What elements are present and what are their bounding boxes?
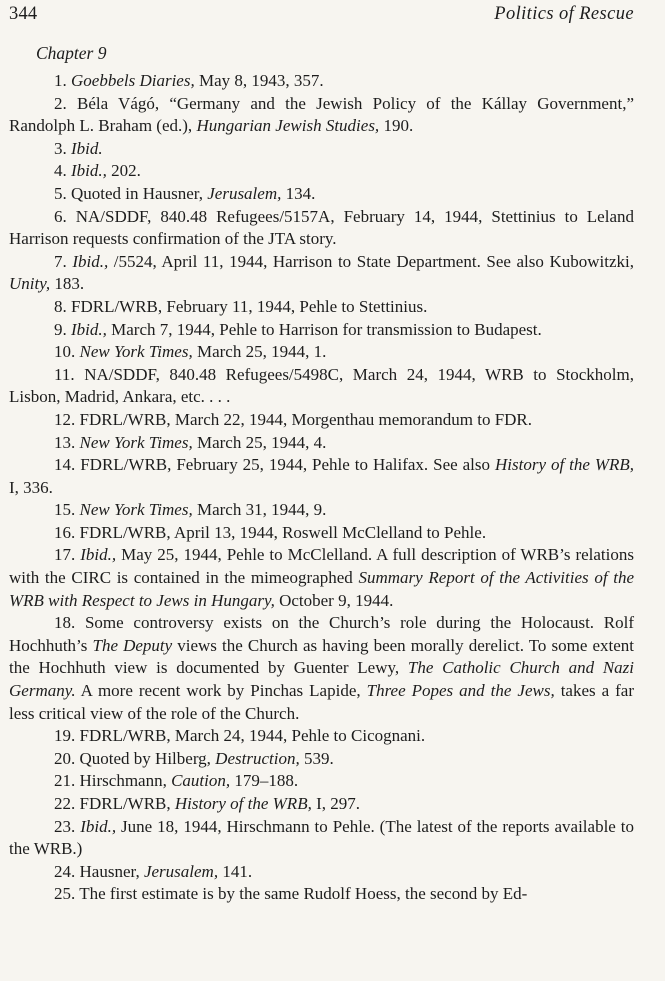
endnote-number: 12. <box>54 409 76 429</box>
endnote-number: 13. <box>54 432 76 452</box>
endnote-italic-text: Ibid., <box>80 545 117 565</box>
endnote-text: I, 297. <box>311 794 360 813</box>
endnote <box>9 454 634 499</box>
endnote-text: 202. <box>106 161 141 181</box>
endnote-number: 17. <box>54 545 76 565</box>
endnote-italic-text: Ibid., <box>71 319 107 339</box>
endnote <box>9 725 634 748</box>
endnote-text: Béla Vágó, “Germany and the Jewish Policy of the Kállay Government,” Randolph L. Braham (ed.), <box>9 93 634 136</box>
endnote <box>9 861 634 884</box>
endnote <box>9 612 634 725</box>
endnote-text: FDRL/WRB, March 22, 1944, Morgenthau memorandum to FDR. <box>79 409 533 429</box>
endnote <box>9 160 634 183</box>
endnote-text: FDRL/WRB, February 11, 1944, Pehle to Stettinius. <box>71 296 428 316</box>
endnote-number: 8. <box>54 296 67 316</box>
endnote-text: March 7, 1944, Pehle to Harrison for transmission to Budapest. <box>106 319 542 339</box>
endnote <box>9 183 634 206</box>
endnote-italic-text: Ibid., <box>72 251 109 271</box>
endnote-text: NA/SDDF, 840.48 Refugees/5498C, March 24, 1944, WRB to Stockholm, Lisbon, Madrid, Ankara, etc. . . . <box>9 364 635 407</box>
endnote-text: Hausner, <box>79 861 144 881</box>
endnote-number: 15. <box>54 500 76 520</box>
endnote <box>9 544 634 612</box>
endnote-text: March 25, 1944, 4. <box>192 432 327 452</box>
endnote-text: FDRL/WRB, April 13, 1944, Roswell McClelland to Pehle. <box>79 522 487 542</box>
endnote <box>9 409 634 432</box>
endnote-italic-text: Summary Report of the Activities of the WRB with Respect to Jews in Hungary, <box>9 568 634 610</box>
endnote <box>9 70 634 93</box>
endnote-italic-text: New York Times, <box>79 500 193 520</box>
endnote-number: 10. <box>54 342 76 362</box>
chapter-heading: Chapter 9 <box>36 43 107 63</box>
endnote-italic-text: New York Times, <box>79 342 193 362</box>
endnote-text: 539. <box>299 748 334 768</box>
endnote-italic-text: History of the WRB, <box>494 455 635 475</box>
endnote <box>9 432 634 455</box>
endnote-number: 3. <box>54 138 67 158</box>
endnote-number: 4. <box>54 161 67 181</box>
endnote <box>9 341 634 364</box>
endnote-text: Quoted by Hilberg, <box>79 748 216 768</box>
endnote-italic-text: History of the WRB, <box>174 794 312 813</box>
endnote-text: Hirschmann, <box>79 771 172 791</box>
endnote <box>9 770 634 793</box>
endnote-text: May 8, 1943, 357. <box>194 71 324 90</box>
endnote-text: June 18, 1944, Hirschmann to Pehle. (The latest of the reports available to the WRB.) <box>9 816 635 859</box>
endnote-text: May 25, 1944, Pehle to McClelland. A full description of WRB’s relations with the CIRC is contained in the mimeographed <box>9 545 634 588</box>
endnote-text: FDRL/WRB, <box>79 794 175 813</box>
endnote-italic-text: Three Popes and the Jews, <box>366 681 555 701</box>
endnote <box>9 93 634 138</box>
endnote <box>9 206 634 251</box>
endnote-text: FDRL/WRB, February 25, 1944, Pehle to Halifax. See also <box>80 455 495 475</box>
endnote-text: views the Church as having been morally derelict. To some extent the Hochhuth view is documented by Guenter Lewy, <box>9 635 635 678</box>
endnote-number: 11. <box>54 364 75 384</box>
endnote-number: 22. <box>54 794 76 813</box>
endnote-number: 14. <box>54 455 76 475</box>
endnote-text: FDRL/WRB, March 24, 1944, Pehle to Cicognani. <box>79 726 426 746</box>
endnote-italic-text: Ibid., <box>71 161 107 181</box>
endnote-italic-text: Ibid. <box>71 138 103 158</box>
endnote-italic-text: The Deputy <box>92 635 173 655</box>
endnote-text: A more recent work by Pinchas Lapide, <box>75 681 367 701</box>
endnote-italic-text: Destruction, <box>215 748 300 768</box>
endnote <box>9 296 634 319</box>
endnote-text: March 25, 1944, 1. <box>192 342 327 362</box>
endnote <box>9 251 634 296</box>
endnote <box>9 522 634 545</box>
endnote-number: 7. <box>54 251 67 271</box>
endnote-number: 21. <box>54 771 76 791</box>
endnote-number: 6. <box>54 206 67 226</box>
endnote-text: 190. <box>379 116 414 136</box>
page-number: 344 <box>9 4 38 24</box>
endnote-text: Some controversy exists on the Church’s role during the Holocaust. Rolf Hochhuth’s <box>9 613 634 655</box>
endnotes-list <box>9 70 634 906</box>
endnote-text: The first estimate is by the same Rudolf Hoess, the second by Ed- <box>79 884 528 904</box>
page-header <box>9 4 634 30</box>
endnote <box>9 883 634 906</box>
endnote-italic-text: Jerusalem, <box>143 861 219 881</box>
endnote-number: 5. <box>54 183 67 203</box>
endnote-number: 20. <box>54 748 76 768</box>
endnote-number: 2. <box>54 93 67 113</box>
endnote-text: 183. <box>50 274 85 294</box>
endnote-italic-text: New York Times, <box>79 432 193 452</box>
endnote-number: 16. <box>54 522 76 542</box>
endnote <box>9 138 634 161</box>
endnote-text: /5524, April 11, 1944, Harrison to State Department. See also Kubowitzki, <box>108 251 634 271</box>
endnote-italic-text: Hungarian Jewish Studies, <box>196 116 380 136</box>
endnote-text: 179–188. <box>230 771 299 791</box>
endnote <box>9 319 634 342</box>
endnote-text: October 9, 1944. <box>274 590 394 610</box>
endnote <box>9 364 634 409</box>
endnote-number: 1. <box>54 71 67 90</box>
endnote-number: 9. <box>54 319 67 339</box>
endnote-text: March 31, 1944, 9. <box>192 500 327 520</box>
endnote-italic-text: The Catholic Church and Nazi Germany. <box>9 658 634 701</box>
endnote <box>9 793 634 816</box>
endnote-text: 134. <box>281 183 316 203</box>
endnote-italic-text: Jerusalem, <box>207 183 282 203</box>
endnote-italic-text: Unity, <box>9 274 51 294</box>
endnote-number: 23. <box>54 816 76 836</box>
endnote-text: 141. <box>218 861 253 881</box>
endnote-italic-text: Ibid., <box>80 816 117 836</box>
endnote-number: 19. <box>54 726 76 746</box>
endnote-text: I, 336. <box>9 477 53 497</box>
endnote-number: 18. <box>54 613 76 633</box>
endnote-italic-text: Caution, <box>171 771 231 791</box>
endnote-italic-text: Goebbels Diaries, <box>71 71 195 90</box>
endnote <box>9 499 634 522</box>
endnote-text: Quoted in Hausner, <box>71 183 208 203</box>
running-title: Politics of Rescue <box>494 4 634 24</box>
endnote-number: 25. <box>54 884 76 904</box>
endnote <box>9 748 634 771</box>
endnote <box>9 816 634 861</box>
endnote-text: NA/SDDF, 840.48 Refugees/5157A, February 14, 1944, Stettinius to Leland Harrison requests confirmation of the JTA story. <box>9 206 634 249</box>
endnote-text: takes a far less critical view of the role of the Church. <box>9 681 635 723</box>
endnote-number: 24. <box>54 861 76 881</box>
